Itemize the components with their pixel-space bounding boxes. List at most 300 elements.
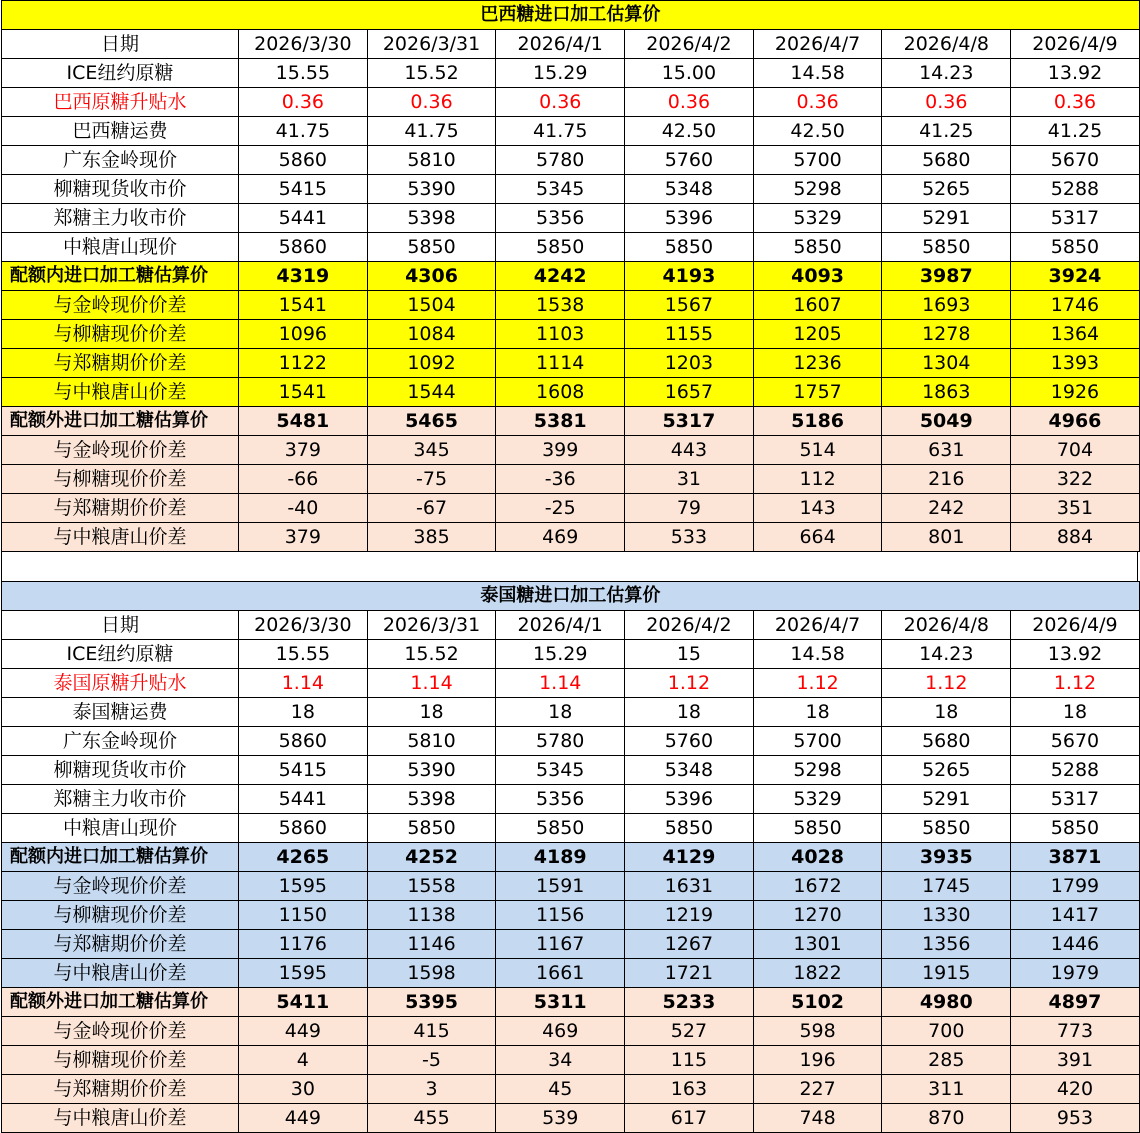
table-cell[interactable]: 1122 (239, 349, 368, 378)
table-cell[interactable]: 79 (625, 494, 754, 523)
table-cell[interactable]: 2026/4/8 (882, 30, 1011, 59)
table-cell[interactable]: 1746 (1011, 291, 1140, 320)
table-cell[interactable]: 1504 (367, 291, 496, 320)
table-cell[interactable]: 5329 (753, 204, 882, 233)
table-cell[interactable]: 5810 (367, 146, 496, 175)
table-cell[interactable]: 2026/4/2 (625, 611, 754, 640)
table-cell[interactable]: 5850 (753, 233, 882, 262)
table-cell[interactable]: 345 (367, 436, 496, 465)
table-cell[interactable]: 242 (882, 494, 1011, 523)
table-cell[interactable]: 0.36 (496, 88, 625, 117)
table-cell[interactable]: 5700 (753, 727, 882, 756)
table-cell[interactable]: 5398 (367, 785, 496, 814)
table-cell[interactable]: 5311 (496, 988, 625, 1017)
table-cell[interactable]: 4193 (625, 262, 754, 291)
table-cell[interactable]: 41.25 (1011, 117, 1140, 146)
table-cell[interactable]: 1591 (496, 872, 625, 901)
row-label[interactable]: 日期 (2, 30, 239, 59)
table-cell[interactable]: 2026/4/8 (882, 611, 1011, 640)
table-cell[interactable]: 449 (239, 1104, 368, 1133)
table-cell[interactable]: 4897 (1011, 988, 1140, 1017)
table-cell[interactable]: 5291 (882, 785, 1011, 814)
table-cell[interactable]: 15.55 (239, 59, 368, 88)
table-cell[interactable]: 5102 (753, 988, 882, 1017)
table-cell[interactable]: 1595 (239, 872, 368, 901)
table-cell[interactable]: 0.36 (1011, 88, 1140, 117)
table-cell[interactable]: 18 (1011, 698, 1140, 727)
table-cell[interactable]: 3 (367, 1075, 496, 1104)
table-cell[interactable]: 1096 (239, 320, 368, 349)
table-cell[interactable]: -66 (239, 465, 368, 494)
table-cell[interactable]: 2026/3/30 (239, 30, 368, 59)
table-row (2, 88, 1140, 117)
table-row (2, 698, 1140, 727)
table-cell[interactable]: 5850 (367, 814, 496, 843)
table-cell[interactable]: 1393 (1011, 349, 1140, 378)
table-cell[interactable]: 664 (753, 523, 882, 552)
table-cell[interactable]: 30 (239, 1075, 368, 1104)
table-cell[interactable]: 4093 (753, 262, 882, 291)
table-cell[interactable]: 953 (1011, 1104, 1140, 1133)
table-cell[interactable]: 285 (882, 1046, 1011, 1075)
table-cell[interactable]: 870 (882, 1104, 1011, 1133)
table-cell[interactable]: 2026/4/1 (496, 611, 625, 640)
table-row (2, 988, 1140, 1017)
table-cell[interactable]: 5760 (625, 146, 754, 175)
table-cell[interactable]: 5680 (882, 146, 1011, 175)
table-cell[interactable]: 1114 (496, 349, 625, 378)
table-cell[interactable]: 5850 (882, 233, 1011, 262)
table-cell[interactable]: 14.58 (753, 59, 882, 88)
table-row (2, 262, 1140, 291)
table-cell[interactable]: 115 (625, 1046, 754, 1075)
table-cell[interactable]: 527 (625, 1017, 754, 1046)
table-row (2, 814, 1140, 843)
table-cell[interactable]: 385 (367, 523, 496, 552)
table-cell[interactable]: 1138 (367, 901, 496, 930)
table-cell[interactable]: 1236 (753, 349, 882, 378)
row-label[interactable]: 郑糖主力收市价 (2, 204, 239, 233)
table-cell[interactable]: 351 (1011, 494, 1140, 523)
table-cell[interactable]: 18 (625, 698, 754, 727)
table-cell[interactable]: 163 (625, 1075, 754, 1104)
table-cell[interactable]: 5381 (496, 407, 625, 436)
table-cell[interactable]: 1672 (753, 872, 882, 901)
table-cell[interactable]: 42.50 (625, 117, 754, 146)
table-cell[interactable]: 5356 (496, 785, 625, 814)
table-cell[interactable]: 1146 (367, 930, 496, 959)
table-row (2, 611, 1140, 640)
table-cell[interactable]: 455 (367, 1104, 496, 1133)
table-cell[interactable]: 13.92 (1011, 640, 1140, 669)
table-cell[interactable]: 1799 (1011, 872, 1140, 901)
table-cell[interactable]: 598 (753, 1017, 882, 1046)
table-cell[interactable]: 1541 (239, 291, 368, 320)
table-row (2, 30, 1140, 59)
row-label[interactable]: 广东金岭现价 (2, 727, 239, 756)
table-cell[interactable]: 5288 (1011, 175, 1140, 204)
table-cell[interactable]: 18 (753, 698, 882, 727)
table-cell[interactable]: 1156 (496, 901, 625, 930)
table-cell[interactable]: 1607 (753, 291, 882, 320)
table-cell[interactable]: 18 (882, 698, 1011, 727)
table-cell[interactable]: 1598 (367, 959, 496, 988)
table-cell[interactable]: 34 (496, 1046, 625, 1075)
table-cell[interactable]: 0.36 (367, 88, 496, 117)
table-cell[interactable]: 704 (1011, 436, 1140, 465)
table-cell[interactable]: 5850 (753, 814, 882, 843)
table-cell[interactable]: 5390 (367, 175, 496, 204)
table-cell[interactable]: 539 (496, 1104, 625, 1133)
table-cell[interactable]: 1863 (882, 378, 1011, 407)
table-cell[interactable]: 1.12 (882, 669, 1011, 698)
table-cell[interactable]: 2026/4/1 (496, 30, 625, 59)
table-cell[interactable]: 2026/3/31 (367, 611, 496, 640)
table-cell[interactable]: 379 (239, 436, 368, 465)
table-cell[interactable]: 15.00 (625, 59, 754, 88)
table-cell[interactable]: 1608 (496, 378, 625, 407)
row-label[interactable]: 日期 (2, 611, 239, 640)
table-cell[interactable]: 5441 (239, 785, 368, 814)
table-cell[interactable]: 1.14 (496, 669, 625, 698)
table-cell[interactable]: 15.29 (496, 59, 625, 88)
table-cell[interactable]: 14.23 (882, 640, 1011, 669)
table-cell[interactable]: 1150 (239, 901, 368, 930)
table-cell[interactable]: 3935 (882, 843, 1011, 872)
table-row (2, 349, 1140, 378)
table-cell[interactable]: 5396 (625, 785, 754, 814)
table-cell[interactable]: 1822 (753, 959, 882, 988)
table-cell[interactable]: 4980 (882, 988, 1011, 1017)
row-label[interactable]: 与柳糖现价价差 (2, 320, 239, 349)
row-label[interactable]: ICE纽约原糖 (2, 640, 239, 669)
table-cell[interactable]: 773 (1011, 1017, 1140, 1046)
table-cell[interactable]: 391 (1011, 1046, 1140, 1075)
table-cell[interactable]: 1721 (625, 959, 754, 988)
table-cell[interactable]: 748 (753, 1104, 882, 1133)
table-cell[interactable]: 5670 (1011, 146, 1140, 175)
row-label[interactable]: 与中粮唐山价差 (2, 1104, 239, 1133)
table-cell[interactable]: 5850 (625, 233, 754, 262)
table-cell[interactable]: 1084 (367, 320, 496, 349)
table-cell[interactable]: 5298 (753, 175, 882, 204)
table-cell[interactable]: 469 (496, 523, 625, 552)
table-cell[interactable]: 5415 (239, 175, 368, 204)
table-cell[interactable]: 18 (239, 698, 368, 727)
table-cell[interactable]: 2026/3/31 (367, 30, 496, 59)
table-cell[interactable]: 15.52 (367, 640, 496, 669)
table-cell[interactable]: 5411 (239, 988, 368, 1017)
table-cell[interactable]: 1926 (1011, 378, 1140, 407)
table-cell[interactable]: 5850 (496, 233, 625, 262)
table-cell[interactable]: 5395 (367, 988, 496, 1017)
row-label[interactable]: 配额内进口加工糖估算价 (2, 843, 239, 872)
table-cell[interactable]: 5860 (239, 146, 368, 175)
row-label[interactable]: 与中粮唐山价差 (2, 959, 239, 988)
table-cell[interactable]: 5850 (1011, 233, 1140, 262)
table-cell[interactable]: 5396 (625, 204, 754, 233)
table-cell[interactable]: 5850 (496, 814, 625, 843)
table-cell[interactable]: 5291 (882, 204, 1011, 233)
table-cell[interactable]: 0.36 (625, 88, 754, 117)
table-cell[interactable]: 4265 (239, 843, 368, 872)
table-cell[interactable]: 631 (882, 436, 1011, 465)
table-cell[interactable]: 5700 (753, 146, 882, 175)
row-label[interactable]: 中粮唐山现价 (2, 814, 239, 843)
table-cell[interactable]: 42.50 (753, 117, 882, 146)
table-cell[interactable]: 1205 (753, 320, 882, 349)
table-cell[interactable]: 4028 (753, 843, 882, 872)
table-cell[interactable]: 4306 (367, 262, 496, 291)
table-cell[interactable]: 1693 (882, 291, 1011, 320)
table-cell[interactable]: 31 (625, 465, 754, 494)
row-label[interactable]: 与金岭现价价差 (2, 436, 239, 465)
row-label[interactable]: 与柳糖现价价差 (2, 901, 239, 930)
table-cell[interactable]: 143 (753, 494, 882, 523)
table-cell[interactable]: 5850 (882, 814, 1011, 843)
table-cell[interactable]: 4966 (1011, 407, 1140, 436)
row-label[interactable]: 配额外进口加工糖估算价 (2, 988, 239, 1017)
table-cell[interactable]: 1364 (1011, 320, 1140, 349)
table-cell[interactable]: -5 (367, 1046, 496, 1075)
table-cell[interactable]: 41.75 (367, 117, 496, 146)
table-cell[interactable]: 1.12 (625, 669, 754, 698)
table-cell[interactable]: -25 (496, 494, 625, 523)
table-cell[interactable]: 5670 (1011, 727, 1140, 756)
table-cell[interactable]: 1.14 (239, 669, 368, 698)
table-cell[interactable]: 1301 (753, 930, 882, 959)
table-cell[interactable]: 0.36 (239, 88, 368, 117)
table-cell[interactable]: 617 (625, 1104, 754, 1133)
table-cell[interactable]: 4 (239, 1046, 368, 1075)
table-cell[interactable]: 399 (496, 436, 625, 465)
table-cell[interactable]: 13.92 (1011, 59, 1140, 88)
table-cell[interactable]: 5465 (367, 407, 496, 436)
table-cell[interactable]: 3924 (1011, 262, 1140, 291)
table-cell[interactable]: 5348 (625, 756, 754, 785)
row-label[interactable]: 与郑糖期价价差 (2, 1075, 239, 1104)
table-cell[interactable]: 5680 (882, 727, 1011, 756)
table-cell[interactable]: 1270 (753, 901, 882, 930)
table-cell[interactable]: 15.29 (496, 640, 625, 669)
table-cell[interactable]: 1.14 (367, 669, 496, 698)
table-cell[interactable]: 5345 (496, 175, 625, 204)
table-cell[interactable]: 5233 (625, 988, 754, 1017)
table-cell[interactable]: 1330 (882, 901, 1011, 930)
table-cell[interactable]: 5850 (625, 814, 754, 843)
table-cell[interactable]: 14.23 (882, 59, 1011, 88)
row-label[interactable]: 与金岭现价价差 (2, 1017, 239, 1046)
table-row (2, 465, 1140, 494)
table-cell[interactable]: 415 (367, 1017, 496, 1046)
row-label[interactable]: 巴西原糖升贴水 (2, 88, 239, 117)
table-cell[interactable]: 5288 (1011, 756, 1140, 785)
row-label[interactable]: 与郑糖期价价差 (2, 494, 239, 523)
table-cell[interactable]: 0.36 (882, 88, 1011, 117)
table-cell[interactable]: 5398 (367, 204, 496, 233)
table-cell[interactable]: 700 (882, 1017, 1011, 1046)
table-cell[interactable]: 5860 (239, 814, 368, 843)
table-cell[interactable]: 379 (239, 523, 368, 552)
table-cell[interactable]: 5356 (496, 204, 625, 233)
table-cell[interactable]: 4319 (239, 262, 368, 291)
table-cell[interactable]: 1544 (367, 378, 496, 407)
table-cell[interactable]: 216 (882, 465, 1011, 494)
row-label[interactable]: 配额内进口加工糖估算价 (2, 262, 239, 291)
table-cell[interactable]: 5348 (625, 175, 754, 204)
table-cell[interactable]: 0.36 (753, 88, 882, 117)
table-cell[interactable]: 5317 (1011, 204, 1140, 233)
table-cell[interactable]: 1278 (882, 320, 1011, 349)
table-cell[interactable]: 1417 (1011, 901, 1140, 930)
table-cell[interactable]: 4189 (496, 843, 625, 872)
table-cell[interactable]: 18 (367, 698, 496, 727)
table-cell[interactable]: 5390 (367, 756, 496, 785)
table-row (2, 1104, 1140, 1133)
row-label[interactable]: 广东金岭现价 (2, 146, 239, 175)
table-cell[interactable]: 4242 (496, 262, 625, 291)
row-label[interactable]: ICE纽约原糖 (2, 59, 239, 88)
table-cell[interactable]: 1657 (625, 378, 754, 407)
row-label[interactable]: 中粮唐山现价 (2, 233, 239, 262)
table-cell[interactable]: 2026/3/30 (239, 611, 368, 640)
table-cell[interactable]: -36 (496, 465, 625, 494)
table-cell[interactable]: 1631 (625, 872, 754, 901)
table-row (2, 146, 1140, 175)
table-cell[interactable]: -67 (367, 494, 496, 523)
table-cell[interactable]: 1176 (239, 930, 368, 959)
table-cell[interactable]: 420 (1011, 1075, 1140, 1104)
row-label[interactable]: 泰国原糖升贴水 (2, 669, 239, 698)
row-label[interactable]: 与柳糖现价价差 (2, 465, 239, 494)
table-cell[interactable]: 2026/4/9 (1011, 30, 1140, 59)
table-cell[interactable]: 112 (753, 465, 882, 494)
row-label[interactable]: 与金岭现价价差 (2, 872, 239, 901)
row-label[interactable]: 与郑糖期价价差 (2, 930, 239, 959)
table-cell[interactable]: 5850 (367, 233, 496, 262)
table-cell[interactable]: 1745 (882, 872, 1011, 901)
row-label[interactable]: 配额外进口加工糖估算价 (2, 407, 239, 436)
table-cell[interactable]: 227 (753, 1075, 882, 1104)
table-cell[interactable]: 15.52 (367, 59, 496, 88)
table-cell[interactable]: 1356 (882, 930, 1011, 959)
table-cell[interactable]: 4129 (625, 843, 754, 872)
table-cell[interactable]: -75 (367, 465, 496, 494)
table-cell[interactable]: 18 (496, 698, 625, 727)
table-cell[interactable]: 5329 (753, 785, 882, 814)
table-cell[interactable]: 1595 (239, 959, 368, 988)
table-cell[interactable]: 1979 (1011, 959, 1140, 988)
row-label[interactable]: 柳糖现货收市价 (2, 175, 239, 204)
table-cell[interactable]: 1538 (496, 291, 625, 320)
table-cell[interactable]: 1567 (625, 291, 754, 320)
table-cell[interactable]: 5317 (1011, 785, 1140, 814)
row-label[interactable]: 与中粮唐山价差 (2, 378, 239, 407)
table-cell[interactable]: 5850 (1011, 814, 1140, 843)
row-label[interactable]: 与中粮唐山价差 (2, 523, 239, 552)
row-label[interactable]: 柳糖现货收市价 (2, 756, 239, 785)
table-cell[interactable]: 2026/4/2 (625, 30, 754, 59)
table-cell[interactable]: 14.58 (753, 640, 882, 669)
table-cell[interactable]: 5860 (239, 727, 368, 756)
table-cell[interactable]: 443 (625, 436, 754, 465)
table-cell[interactable]: 1446 (1011, 930, 1140, 959)
table-cell[interactable]: 1304 (882, 349, 1011, 378)
table-cell[interactable]: 1757 (753, 378, 882, 407)
table-cell[interactable]: 2026/4/7 (753, 30, 882, 59)
table-cell[interactable]: 5049 (882, 407, 1011, 436)
table-cell[interactable]: 3871 (1011, 843, 1140, 872)
table-cell[interactable]: 5415 (239, 756, 368, 785)
table-cell[interactable]: 449 (239, 1017, 368, 1046)
table-cell[interactable]: 41.75 (496, 117, 625, 146)
table-cell[interactable]: 2026/4/9 (1011, 611, 1140, 640)
table-cell[interactable]: 469 (496, 1017, 625, 1046)
table-cell[interactable]: 5481 (239, 407, 368, 436)
table-cell[interactable]: 5298 (753, 756, 882, 785)
row-label[interactable]: 泰国糖运费 (2, 698, 239, 727)
table-cell[interactable]: 1092 (367, 349, 496, 378)
table-cell[interactable]: 1155 (625, 320, 754, 349)
table-cell[interactable]: 5860 (239, 233, 368, 262)
table-cell[interactable]: 1267 (625, 930, 754, 959)
table-cell[interactable]: 5317 (625, 407, 754, 436)
table-cell[interactable]: 884 (1011, 523, 1140, 552)
table-cell[interactable]: 514 (753, 436, 882, 465)
table-cell[interactable]: 5780 (496, 146, 625, 175)
spacer-row (1, 552, 1138, 581)
table-cell[interactable]: 311 (882, 1075, 1011, 1104)
table-cell[interactable]: 1.12 (1011, 669, 1140, 698)
row-label[interactable]: 郑糖主力收市价 (2, 785, 239, 814)
row-label[interactable]: 与柳糖现价价差 (2, 1046, 239, 1075)
table-cell[interactable]: 5760 (625, 727, 754, 756)
table-cell[interactable]: 41.25 (882, 117, 1011, 146)
table-cell[interactable]: 1661 (496, 959, 625, 988)
table-cell[interactable]: 5810 (367, 727, 496, 756)
table-cell[interactable]: 1203 (625, 349, 754, 378)
table-cell[interactable]: 5265 (882, 756, 1011, 785)
table-cell[interactable]: 322 (1011, 465, 1140, 494)
table-cell[interactable]: 1541 (239, 378, 368, 407)
table-cell[interactable]: 15 (625, 640, 754, 669)
table-cell[interactable]: -40 (239, 494, 368, 523)
table-cell[interactable]: 45 (496, 1075, 625, 1104)
row-label[interactable]: 与金岭现价价差 (2, 291, 239, 320)
table-cell[interactable]: 1167 (496, 930, 625, 959)
table-cell[interactable]: 1915 (882, 959, 1011, 988)
table-cell[interactable]: 5265 (882, 175, 1011, 204)
table-cell[interactable]: 196 (753, 1046, 882, 1075)
table-cell[interactable]: 1558 (367, 872, 496, 901)
table-cell[interactable]: 533 (625, 523, 754, 552)
table-cell[interactable]: 1219 (625, 901, 754, 930)
table-cell[interactable]: 5345 (496, 756, 625, 785)
table-cell[interactable]: 3987 (882, 262, 1011, 291)
table-cell[interactable]: 15.55 (239, 640, 368, 669)
row-label[interactable]: 与郑糖期价价差 (2, 349, 239, 378)
table-cell[interactable]: 801 (882, 523, 1011, 552)
table-cell[interactable]: 5186 (753, 407, 882, 436)
table-cell[interactable]: 1.12 (753, 669, 882, 698)
table-cell[interactable]: 5441 (239, 204, 368, 233)
row-label[interactable]: 巴西糖运费 (2, 117, 239, 146)
table-cell[interactable]: 4252 (367, 843, 496, 872)
table-cell[interactable]: 5780 (496, 727, 625, 756)
table-cell[interactable]: 41.75 (239, 117, 368, 146)
table-cell[interactable]: 1103 (496, 320, 625, 349)
table-cell[interactable]: 2026/4/7 (753, 611, 882, 640)
